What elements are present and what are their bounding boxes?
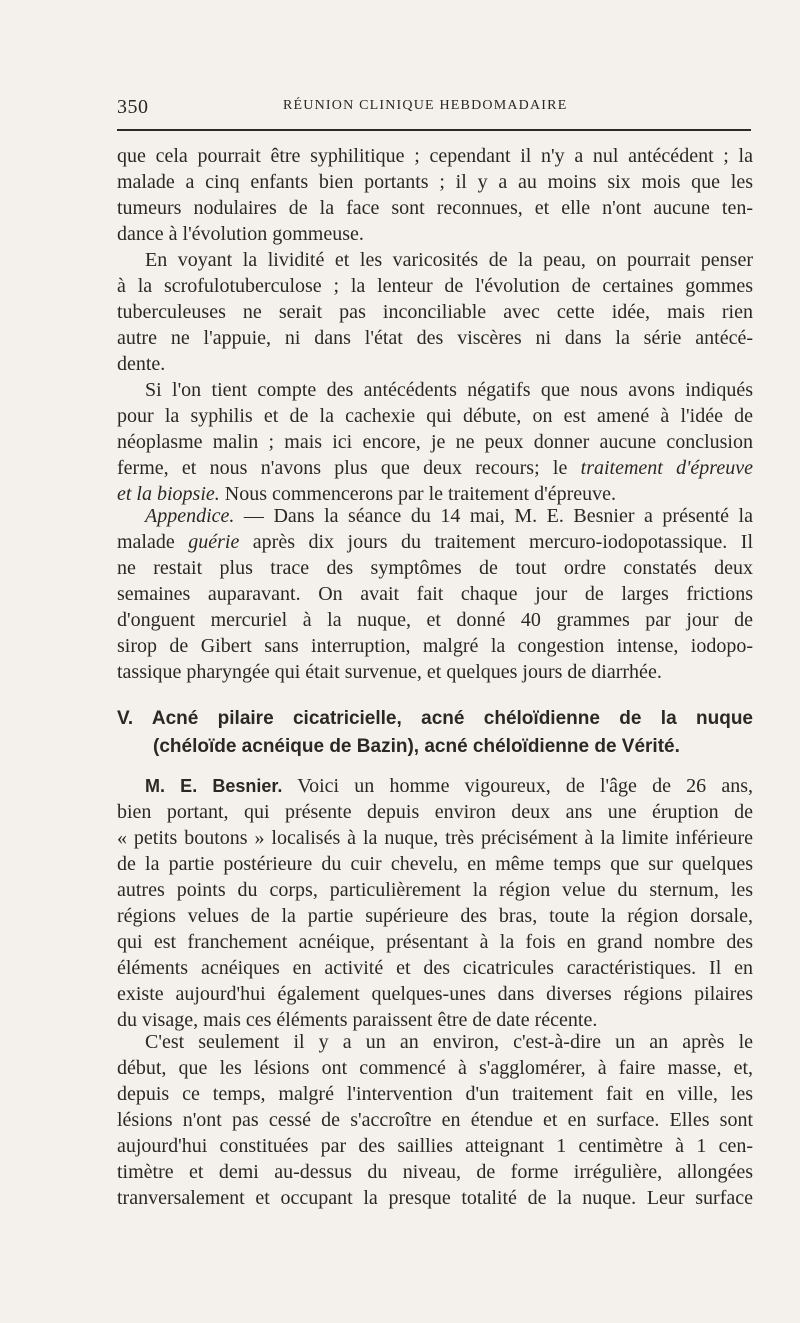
text-line: tumeurs nodulaires de la face sont reconnues, et elle n'ont aucune ten- <box>117 197 753 219</box>
text-line: dance à l'évolution gommeuse. <box>117 223 364 245</box>
text-run: Nous commencerons par le traitement d'épreuve. <box>219 483 616 505</box>
text-line: Si l'on tient compte des antécédents négatifs que nous avons indiqués <box>145 379 753 401</box>
page-number: 350 <box>117 96 149 118</box>
text-run: Voici un homme vigoureux, de l'âge de 26 ans, <box>282 775 753 797</box>
text-line: « petits boutons » localisés à la nuque, très précisément à la limite inférieure <box>117 827 753 849</box>
section-heading-line-2: (chéloïde acnéique de Bazin), acné chéloïdienne de Vérité. <box>153 736 680 757</box>
text-line: pour la syphilis et de la cachexie qui débute, on est amené à l'idée de <box>117 405 753 427</box>
text-line: aujourd'hui constituées par des saillies atteignant 1 centimètre à 1 cen- <box>117 1135 753 1157</box>
appendix-label: Appendice. <box>145 505 235 527</box>
text-line: qui est franchement acnéique, présentant à la fois en grand nombre des <box>117 931 753 953</box>
text-line: En voyant la lividité et les varicosités de la peau, on pourrait penser <box>145 249 753 271</box>
text-line: tuberculeuses ne serait pas inconciliable avec cette idée, mais rien <box>117 301 753 323</box>
text-line: existe aujourd'hui également quelques-unes dans diverses régions pilaires <box>117 983 753 1005</box>
text-run: ferme, et nous n'avons plus que deux recours; le <box>117 457 581 479</box>
text-run: — Dans la séance du 14 mai, M. E. Besnier a présenté la <box>234 505 753 527</box>
text-line: du visage, mais ces éléments paraissent être de date récente. <box>117 1009 598 1031</box>
text-line: que cela pourrait être syphilitique ; cependant il n'y a nul antécédent ; la <box>117 145 753 167</box>
text-line: bien portant, qui présente depuis environ deux ans une éruption de <box>117 801 753 823</box>
text-line <box>117 529 753 555</box>
text-line: début, que les lésions ont commencé à s'agglomérer, à faire masse, et, <box>117 1057 753 1079</box>
speaker-name: M. E. Besnier. <box>145 776 283 796</box>
text-line: C'est seulement il y a un an environ, c'est-à-dire un an après le <box>145 1031 753 1053</box>
text-line: depuis ce temps, malgré l'intervention d'un traitement fait en ville, les <box>117 1083 753 1105</box>
text-line <box>117 773 753 799</box>
running-title: RÉUNION CLINIQUE HEBDOMADAIRE <box>283 98 568 113</box>
text-line: dente. <box>117 353 166 375</box>
text-line <box>117 503 753 529</box>
text-line: d'onguent mercuriel à la nuque, et donné 40 grammes par jour de <box>117 609 753 631</box>
text-line: à la scrofulotuberculose ; la lenteur de l'évolution de certaines gommes <box>117 275 753 297</box>
text-line: régions velues de la partie supérieure des bras, toute la région dorsale, <box>117 905 753 927</box>
text-line: sirop de Gibert sans interruption, malgré la congestion intense, iodopo- <box>117 635 753 657</box>
text-line: tranversalement et occupant la presque totalité de la nuque. Leur surface <box>117 1187 753 1209</box>
text-line <box>117 455 753 481</box>
text-run: malade <box>117 531 189 553</box>
text-line: autre ne l'appuie, ni dans l'état des viscères ni dans la série antécé- <box>117 327 753 349</box>
italic-term: traitement d'épreuve <box>580 457 753 479</box>
text-run: après dix jours du traitement mercuro-iodopotassique. Il <box>239 531 753 553</box>
text-line: ne restait plus trace des symptômes de tout ordre constatés deux <box>117 557 753 579</box>
text-line: de la partie postérieure du cuir chevelu, en même temps que sur quelques <box>117 853 753 875</box>
text-line: autres points du corps, particulièrement la région velue du sternum, les <box>117 879 753 901</box>
italic-term: guérie <box>188 531 240 553</box>
section-heading-line-1: V. Acné pilaire cicatricielle, acné chéloïdienne de la nuque <box>117 708 753 729</box>
page-header <box>113 96 753 124</box>
text-line: semaines auparavant. On avait fait chaque jour de larges frictions <box>117 583 753 605</box>
text-line: tassique pharyngée qui était survenue, et quelques jours de diarrhée. <box>117 661 662 683</box>
text-line: néoplasme malin ; mais ici encore, je ne peux donner aucune conclusion <box>117 431 753 453</box>
text-line: malade a cinq enfants bien portants ; il y a au moins six mois que les <box>117 171 753 193</box>
text-line: lésions n'ont pas cessé de s'accroître en étendue et en surface. Elles sont <box>117 1109 753 1131</box>
italic-term: et la biopsie. <box>117 483 220 505</box>
header-rule <box>117 129 751 131</box>
text-line: éléments acnéiques en activité et des cicatricules caractéristiques. Il en <box>117 957 753 979</box>
text-line: timètre et demi au-dessus du niveau, de forme irrégulière, allongées <box>117 1161 753 1183</box>
